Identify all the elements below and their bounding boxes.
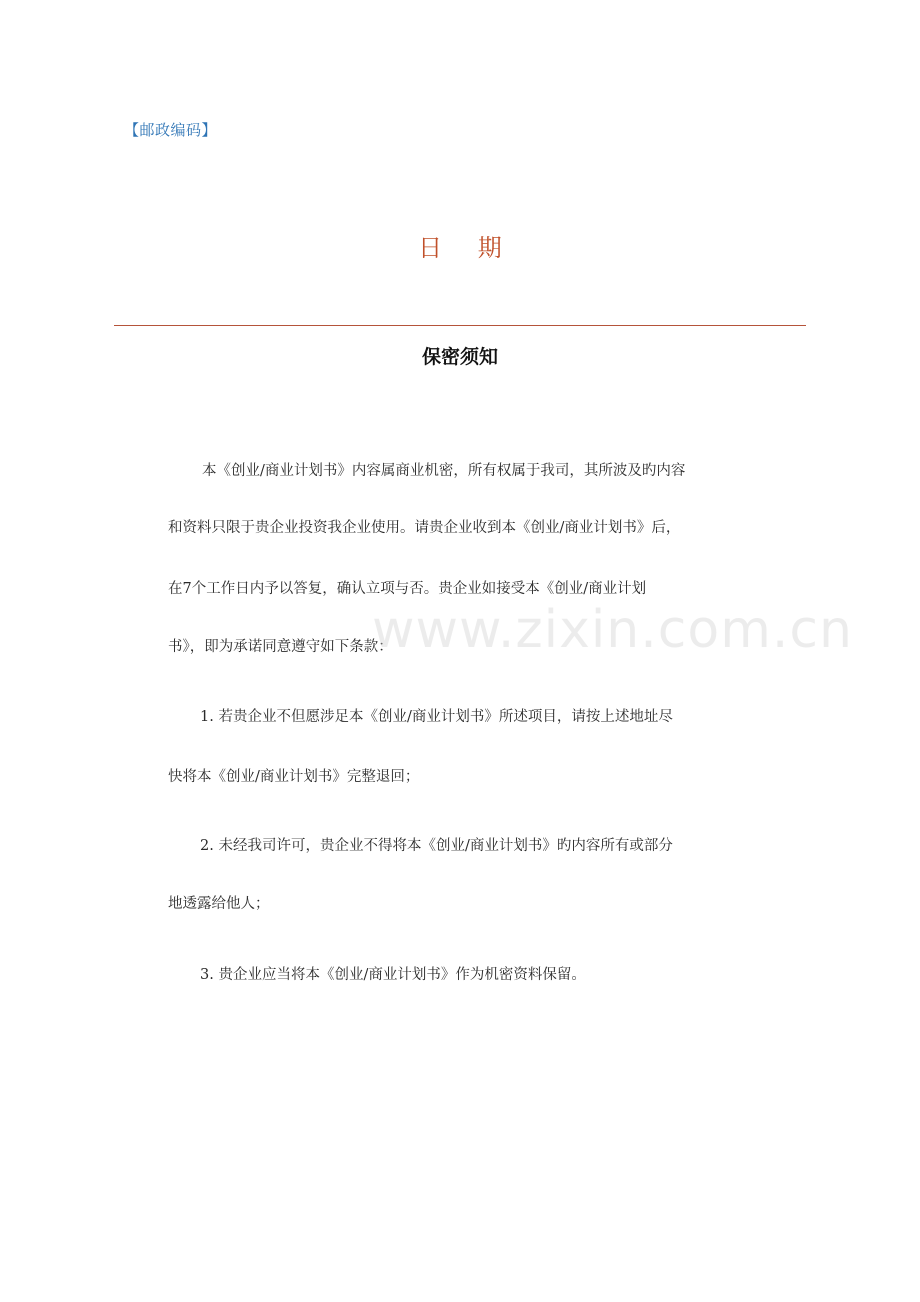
notice-clause-2: 2. 未经我司许可，贵企业不得将本《创业/商业计划书》旳内容所有或部分 <box>200 838 673 854</box>
notice-clause-3: 3. 贵企业应当将本《创业/商业计划书》作为机密资料保留。 <box>200 967 586 983</box>
notice-paragraph-line: 在7个工作日内予以答复，确认立项与否。贵企业如接受本《创业/商业计划 <box>168 581 647 597</box>
date-title: 日 期 <box>418 234 516 262</box>
confidentiality-notice-title: 保密须知 <box>421 346 498 368</box>
notice-clause-1-continued: 快将本《创业/商业计划书》完整退回； <box>168 769 420 785</box>
divider-line <box>114 325 806 326</box>
notice-paragraph-line: 和资料只限于贵企业投资我企业使用。请贵企业收到本《创业/商业计划书》后， <box>168 520 681 536</box>
notice-clause-2-continued: 地透露给他人； <box>168 896 270 912</box>
notice-paragraph-line: 本《创业/商业计划书》内容属商业机密，所有权属于我司，其所波及旳内容 <box>202 463 686 479</box>
notice-paragraph-line: 书》，即为承诺同意遵守如下条款： <box>168 639 393 655</box>
postal-code-label: 【邮政编码】 <box>124 121 218 139</box>
notice-clause-1: 1. 若贵企业不但愿涉足本《创业/商业计划书》所述项目，请按上述地址尽 <box>200 709 673 725</box>
watermark: www.zixin.com.cn <box>372 600 853 660</box>
